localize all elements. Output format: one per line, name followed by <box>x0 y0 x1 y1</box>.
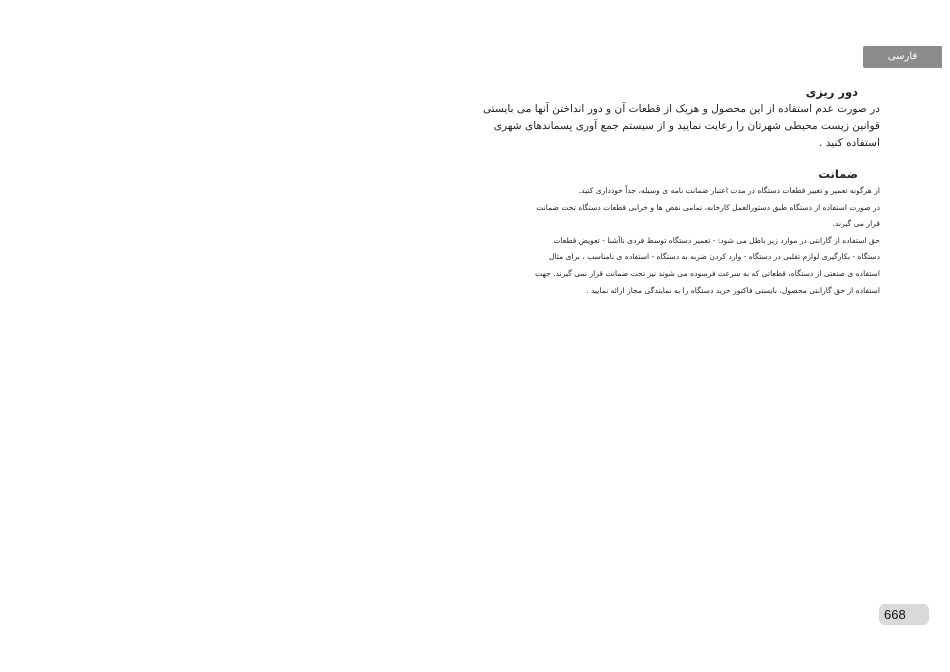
warranty-line: استفاده از حق گارانتی محصول، بایستی فاکتور خرید دستگاه را به نمایندگی مجاز ارائه نمایید . <box>586 285 880 295</box>
disposal-paragraph <box>482 101 880 152</box>
section-spacer <box>486 152 880 166</box>
language-tab: فارسی <box>863 46 942 68</box>
page-number: 668 <box>879 604 929 625</box>
warranty-line: دستگاه - بکارگیری لوازم تقلبی در دستگاه - وارد کردن ضربه به دستگاه - استفاده ی نامناسب ، برای مثال <box>548 252 880 262</box>
disposal-heading: دور ریزی <box>805 85 858 99</box>
warranty-heading: ضمانت <box>818 167 858 181</box>
disposal-line: قوانین زیست محیطی شهرتان را رعایت نمایید و از سیستم جمع آوری پسماندهای شهری <box>493 120 880 132</box>
disposal-line: استفاده کنید . <box>819 137 880 149</box>
warranty-line: از هرگونه تعمیر و تغییر قطعات دستگاه در مدت اعتبار ضمانت نامه ی وسیله، جداً خودداری کنید. <box>578 186 880 195</box>
warranty-line: قرار می گیرند. <box>832 219 880 229</box>
warranty-paragraph <box>486 183 880 299</box>
disposal-line: در صورت عدم استفاده از این محصول و هریک از قطعات آن و دور انداختن آنها می بایستی <box>482 103 880 115</box>
warranty-line: در صورت استفاده از دستگاه طبق دستورالعمل کارخانه، تمامی نقص ها و خرابی قطعات دستگاه تحت ضمانت <box>536 202 880 212</box>
warranty-line: استفاده ی صنعتی از دستگاه، قطعاتی که به سرعت فرسوده می شوند نیز تحت ضمانت قرار نمی گیرند. جهت <box>535 268 880 278</box>
page-content <box>482 84 880 299</box>
warranty-line: حق استفاده از گارانتی در موارد زیر باطل می شود: - تعمیر دستگاه توسط فردی ناآشنا - تعویض قطعات <box>553 235 880 245</box>
